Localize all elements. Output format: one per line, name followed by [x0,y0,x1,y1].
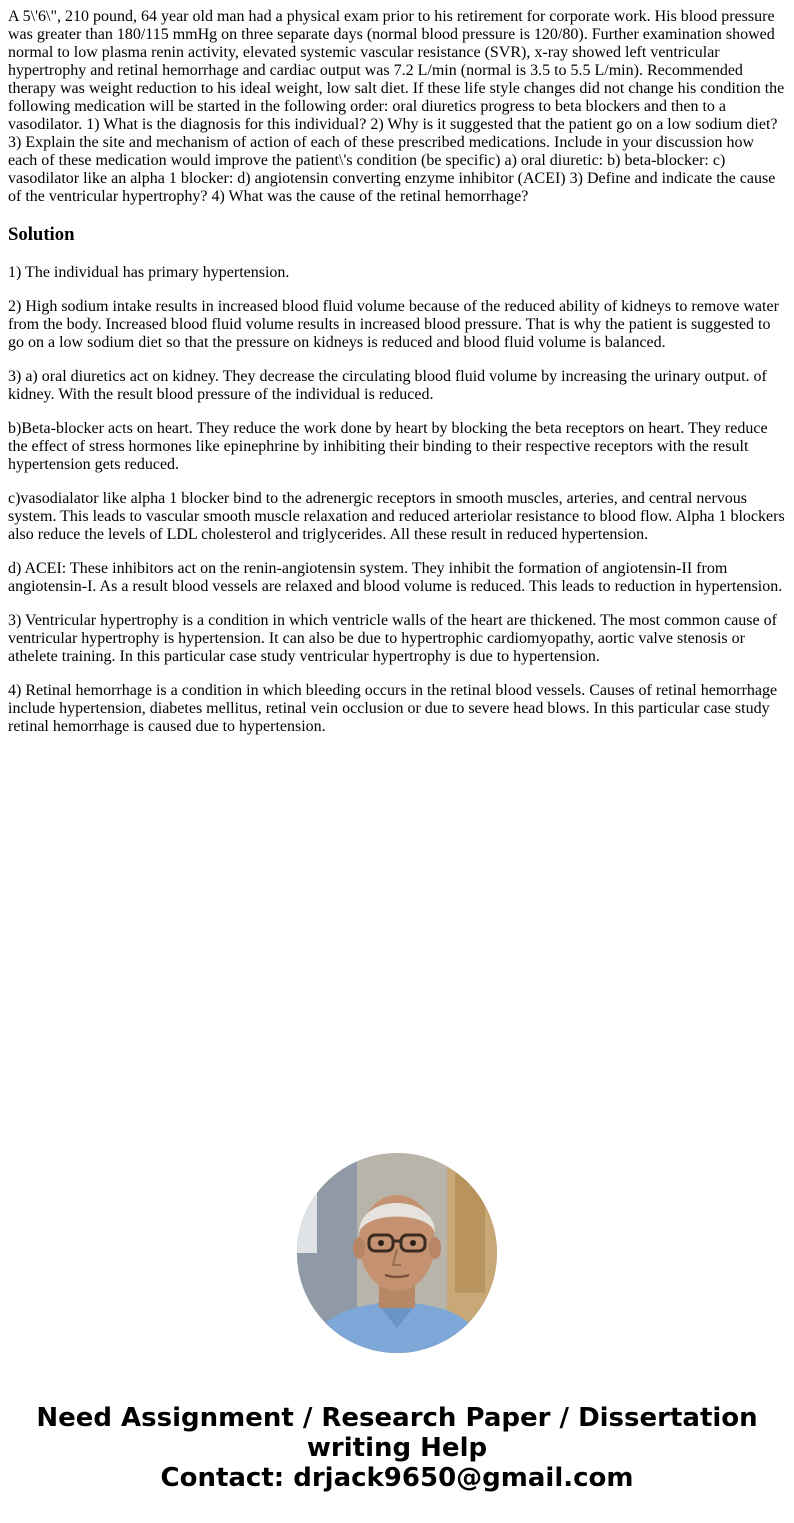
person-photo-icon [297,1153,497,1353]
footer-contact: Contact: drjack9650@gmail.com [160,1463,634,1493]
document-content [8,8,786,752]
solution-paragraph-3c: c)vasodialator like alpha 1 blocker bind to the adrenergic receptors in smooth muscles, arteries, and central nervous system. This leads to vascular smooth muscle relaxation and reduced arteriolar resistance to blood flow. Alpha 1 blockers also reduce the levels of LDL cholesterol and triglycerides. All these result in reduced hypertension. [8,490,785,543]
footer-contact-banner [0,1403,794,1493]
avatar [297,1153,497,1353]
solution-paragraph-1: 1) The individual has primary hypertension. [8,264,290,281]
solution-paragraph-hypertrophy: 3) Ventricular hypertrophy is a condition in which ventricle walls of the heart are thickened. The most common cause of ventricular hypertrophy is hypertension. It can also be due to hypertrophic cardiomyopathy, aortic valve stenosis or athelete training. In this particular case study ventricular hypertrophy is due to hypertension. [8,612,777,665]
solution-paragraph-2: 2) High sodium intake results in increased blood fluid volume because of the reduced ability of kidneys to remove water from the body. Increased blood fluid volume results in increased blood pressure. That is why the patient is suggested to go on a low sodium diet so that the pressure on kidneys is reduced and blood fluid volume is balanced. [8,298,779,351]
question-text: A 5\'6\", 210 pound, 64 year old man had a physical exam prior to his retirement for corporate work. His blood pressure was greater than 180/115 mmHg on three separate days (normal blood pressure is 120/80). Further examination showed normal to low plasma renin activity, elevated systemic vascular resistance (SVR), x-ray showed left ventricular hypertrophy and retinal hemorrhage and cardiac output was 7.2 L/min (normal is 3.5 to 5.5 L/min). Recommended therapy was weight reduction to his ideal weight, low salt diet. If these life style changes did not change his condition the following medication will be started in the following order: oral diuretics progress to beta blockers and then to a vasodilator. 1) What is the diagnosis for this individual? 2) Why is it suggested that the patient go on a low sodium diet? 3) Explain the site and mechanism of action of each of these prescribed medications. Include in your discussion how each of these medication would improve the patient\'s condition (be specific) a) oral diuretic: b) beta-blocker: c) vasodilator like an alpha 1 blocker: d) angiotensin converting enzyme inhibitor (ACEI) 3) Define and indicate the cause of the ventricular hypertrophy? 4) What was the cause of the retinal hemorrhage? [8,8,785,205]
solution-paragraph-3d: d) ACEI: These inhibitors act on the renin-angiotensin system. They inhibit the formation of angiotensin-II from angiotensin-I. As a result blood vessels are relaxed and blood volume is reduced. This leads to reduction in hypertension. [8,560,783,595]
footer-line-1: Need Assignment / Research Paper / Dissertation [36,1403,758,1433]
solution-paragraph-3a: 3) a) oral diuretics act on kidney. They decrease the circulating blood fluid volume by increasing the urinary output. of kidney. With the result blood pressure of the individual is reduced. [8,368,767,403]
footer-line-2: writing Help [306,1433,488,1463]
solution-heading: Solution [8,224,75,245]
solution-paragraph-3b: b)Beta-blocker acts on heart. They reduce the work done by heart by blocking the beta receptors on heart. They reduce the effect of stress hormones like epinephrine by inhibiting their binding to their respective receptors with the result hypertension gets reduced. [8,420,768,473]
solution-paragraph-hemorrhage: 4) Retinal hemorrhage is a condition in which bleeding occurs in the retinal blood vessels. Causes of retinal hemorrhage include hypertension, diabetes mellitus, retinal vein occlusion or due to severe head blows. In this particular case study retinal hemorrhage is caused due to hypertension. [8,682,778,735]
